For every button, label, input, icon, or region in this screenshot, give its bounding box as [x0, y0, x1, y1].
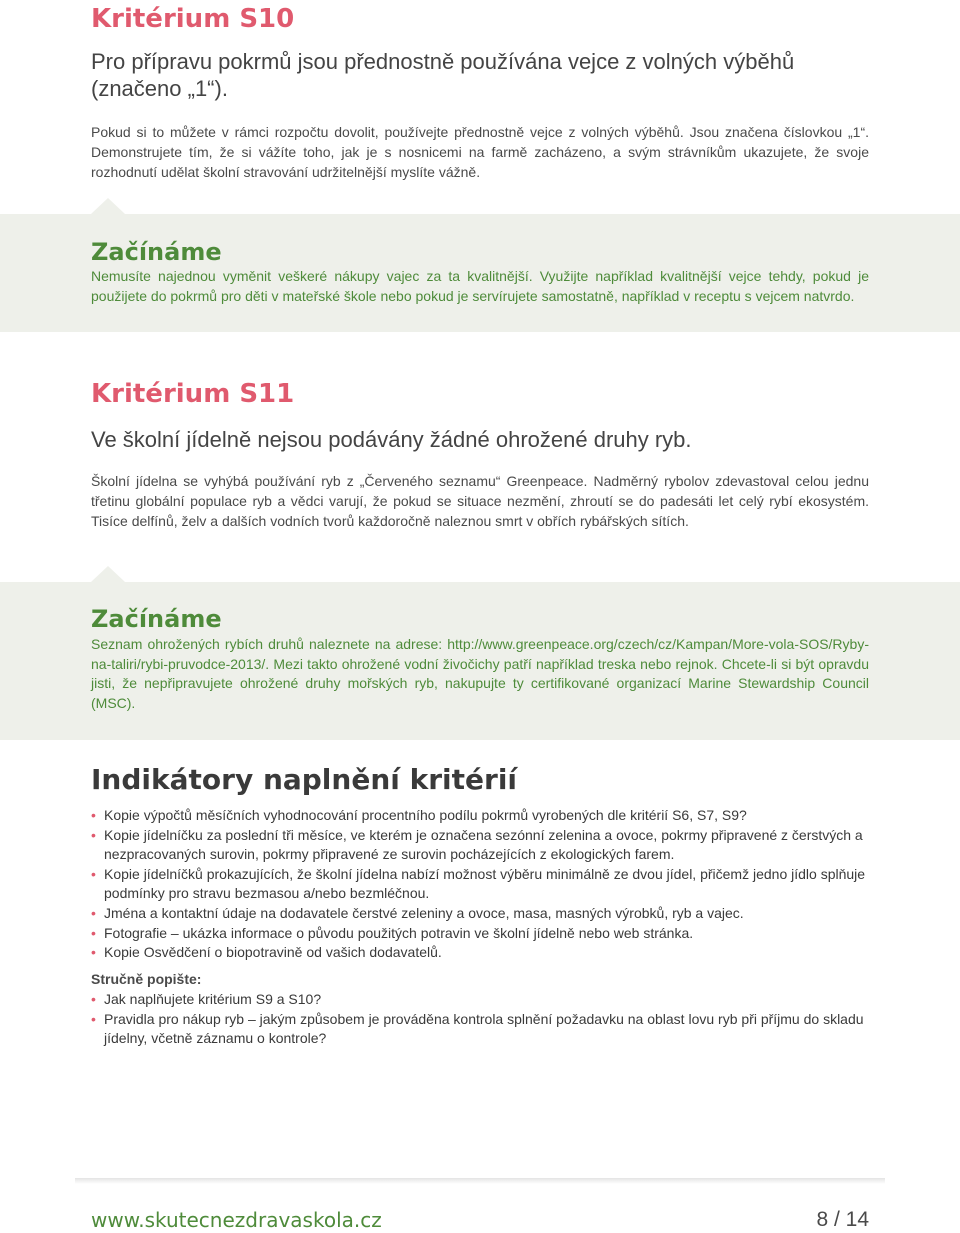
- list-item: • Jména a kontaktní údaje na dodavatele čerstvé zeleniny a ovoce, masa, masných výrobků, ryb a vajec.: [91, 904, 869, 924]
- bullet-icon: •: [91, 944, 96, 961]
- indicators-list: [91, 806, 869, 963]
- list-item: • Fotografie – ukázka informace o původu použitých potravin ve školní jídelně nebo web stránka.: [91, 924, 869, 944]
- bullet-icon: •: [91, 904, 96, 921]
- criterion-s10-body: Pokud si to můžete v rámci rozpočtu dovolit, používejte přednostně vejce z volných výběhů. Jsou značena číslovkou „1“. Demonstrujete tím, že si vážíte toho, jak je s nosnicemi na farmě zacházeno, a svým strávníkům ukazujete, že svoje rozhodnutí udělat školní stravování udržitelnější myslíte vážně.: [91, 124, 869, 180]
- list-item: • Kopie Osvědčení o biopotravině od vašich dodavatelů.: [91, 943, 869, 963]
- bullet-icon: •: [91, 924, 96, 941]
- getting-started-title: Začínáme: [91, 605, 222, 633]
- list-item: • Kopie jídelníčků prokazujících, že školní jídelna nabízí možnost výběru minimálně ze dvou jídel, přičemž jedno jídlo splňuje podmínky pro stravu bezmasou a/nebo bezmléčnou.: [91, 865, 866, 902]
- brief-description-label: Stručně popište:: [91, 971, 202, 987]
- indicators-title: Indikátory naplnění kritérií: [91, 763, 518, 796]
- bullet-icon: •: [91, 807, 96, 823]
- page-number: 8 / 14: [816, 1208, 869, 1231]
- criterion-s10-title: Kritérium S10: [91, 4, 295, 34]
- brief-description-list: [91, 990, 869, 1049]
- criterion-s11-title: Kritérium S11: [91, 379, 295, 409]
- footer-divider: [75, 1178, 885, 1184]
- bullet-icon: •: [91, 991, 96, 1007]
- getting-started-body: Nemusíte najednou vyměnit veškeré nákupy vajec za ta kvalitnější. Využijte například kvalitnější vejce tehdy, pokud je použijete do pokrmů pro děti v mateřské škole nebo pokud je servírujete samostatně, například v receptu s vejcem natvrdo.: [91, 268, 869, 304]
- list-item: • Kopie výpočtů měsíčních vyhodnocování procentního podílu pokrmů vyrobených dle kritérií S6, S7, S9?: [91, 806, 869, 826]
- list-item: • Kopie jídelníčku za poslední tři měsíce, ve kterém je označena sezónní zelenina a ovoce, pokrmy připravené z čerstvých a nezpracovaných surovin, pokrmy připravené ze surovin pocházejících z ekologických farem.: [91, 826, 863, 863]
- list-item: • Pravidla pro nákup ryb – jakým způsobem je prováděna kontrola splnění požadavku na oblast lovu ryb při příjmu do skladu jídelny, včetně záznamu o kontrole?: [91, 1010, 864, 1047]
- callout-notch: [91, 198, 125, 214]
- list-item: • Jak naplňujete kritérium S9 a S10?: [91, 990, 869, 1010]
- callout-notch: [91, 566, 125, 582]
- bullet-icon: •: [91, 865, 96, 882]
- criterion-s11-body: Školní jídelna se vyhýbá používání ryb z „Červeného seznamu“ Greenpeace. Nadměrný rybolov zdevastoval celou jednu třetinu globální populace ryb a vědci varují, že pokud se situace nezmění, zhroutí se do padesáti let celý rybí ekosystém. Tisíce delfínů, želv a dalších vodních tvorů každoročně naleznou smrt v obřích rybářských sítích.: [91, 473, 869, 529]
- getting-started-box-2: [0, 582, 960, 740]
- criterion-s10-subtitle: Pro přípravu pokrmů jsou přednostně používána vejce z volných výběhů (značeno „1“).: [91, 49, 795, 101]
- criterion-s11-subtitle: Ve školní jídelně nejsou podávány žádné ohrožené druhy ryb.: [91, 427, 692, 452]
- getting-started-box-1: [0, 214, 960, 332]
- getting-started-title: Začínáme: [91, 238, 222, 266]
- footer-website-link[interactable]: www.skutecnezdravaskola.cz: [91, 1208, 382, 1232]
- bullet-icon: •: [91, 1010, 96, 1027]
- getting-started-body: Seznam ohrožených rybích druhů naleznete na adrese: http://www.greenpeace.org/czech/cz/Kampan/More-vola-SOS/Ryby-na-taliri/rybi-pruvodce-2013/. Mezi takto ohrožené vodní živočichy patří například treska nebo rejnok. Chcete-li si být opravdu jisti, že nepřipravujete ohrožené druhy mořských ryb, nakupujte ty certifikované organizací Marine Stewardship Council (MSC).: [91, 636, 869, 711]
- bullet-icon: •: [91, 826, 96, 843]
